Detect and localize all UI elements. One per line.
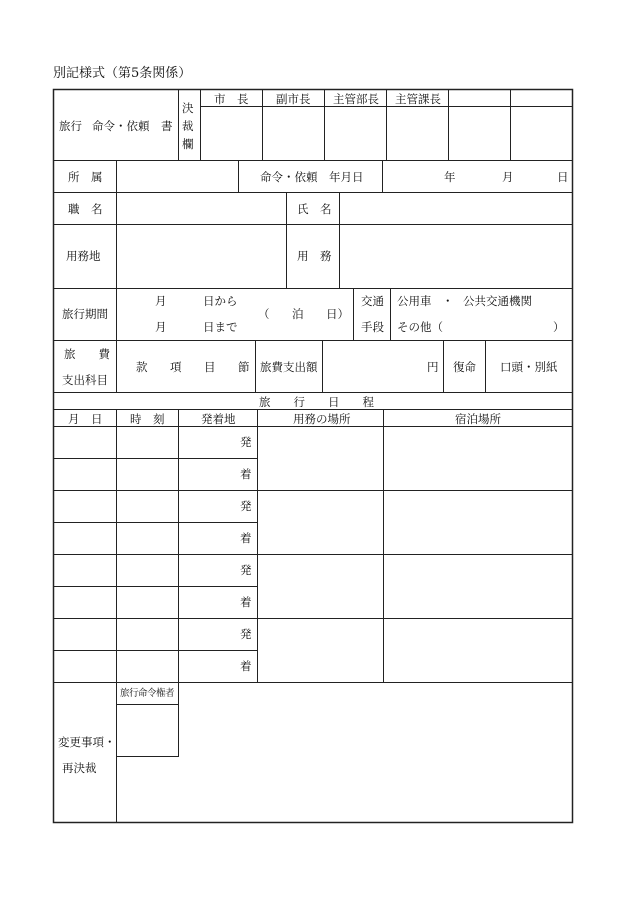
form-title: 別記様式（第5条関係） <box>53 66 192 81</box>
budget-setsu: 節 <box>238 360 250 374</box>
itinerary-col-place: 発着地 <box>201 412 236 426</box>
change-notes-field[interactable] <box>179 683 572 822</box>
itinerary-row-1-depart: 発 <box>240 435 252 449</box>
transport-other-close: ） <box>553 320 565 334</box>
transport-label-2: 手段 <box>361 320 384 334</box>
name-field[interactable] <box>340 193 572 224</box>
form-name-document: 書 <box>161 119 173 133</box>
destination-label: 用務地 <box>66 249 101 263</box>
transport-option-official-car[interactable]: 公用車 <box>397 294 432 308</box>
kessai-label-1: 決 <box>182 101 194 115</box>
itinerary-row-4-depart: 発 <box>240 627 252 641</box>
period-nights-label: 泊 <box>292 307 304 321</box>
affiliation-field[interactable] <box>117 161 238 192</box>
itinerary-col-business-place: 用務の場所 <box>293 412 351 426</box>
expense-amount-field[interactable] <box>323 341 419 392</box>
return-report-method[interactable]: 口頭・別紙 <box>500 360 558 374</box>
approval-stamp-cell-deputy-mayor[interactable] <box>263 107 324 160</box>
travel-authority-stamp-cell[interactable] <box>117 705 178 756</box>
period-days-close: 日） <box>326 307 349 321</box>
itinerary-row-1-arrive: 着 <box>240 467 252 481</box>
affiliation-label: 所 属 <box>68 170 103 184</box>
order-date-day: 日 <box>557 170 569 184</box>
itinerary-row-3-depart: 発 <box>240 563 252 577</box>
transport-option-other[interactable]: その他（ <box>397 320 443 334</box>
approval-stamp-cell-section-chief[interactable] <box>387 107 448 160</box>
form-name-order: 命令・依頼 <box>92 119 150 133</box>
budget-moku: 目 <box>204 360 216 374</box>
period-label: 旅行期間 <box>62 307 108 321</box>
approval-stamp-cell-blank-1[interactable] <box>449 107 510 160</box>
approver-deputy-mayor: 副市長 <box>276 92 311 106</box>
return-report-label: 復命 <box>453 360 476 374</box>
budget-kou: 項 <box>170 360 182 374</box>
itinerary-row-2-depart: 発 <box>240 499 252 513</box>
approval-stamp-cell-blank-2[interactable] <box>511 107 572 160</box>
rank-label: 職 名 <box>68 202 103 216</box>
destination-field[interactable] <box>117 225 286 288</box>
period-to-day: 日まで <box>203 320 238 334</box>
kessai-label-2: 裁 <box>182 119 194 133</box>
transport-label-1: 交通 <box>361 294 384 308</box>
kessai-label-3: 欄 <box>182 137 194 151</box>
travel-authority-label: 旅行命令権者 <box>120 688 175 699</box>
approver-section-chief: 主管課長 <box>395 92 441 106</box>
rank-field[interactable] <box>117 193 286 224</box>
change-label-2: 再決裁 <box>62 761 97 775</box>
transport-option-public-transit[interactable]: 公共交通機関 <box>463 294 532 308</box>
period-from-month: 月 <box>155 294 167 308</box>
expense-amount-label: 旅費支出額 <box>260 360 318 374</box>
order-date-month: 月 <box>502 170 514 184</box>
itinerary-col-date: 月 日 <box>68 412 103 426</box>
itinerary-row-3-arrive: 着 <box>240 595 252 609</box>
period-to-month: 月 <box>155 320 167 334</box>
itinerary-title: 旅 行 日 程 <box>259 395 374 409</box>
itinerary-col-lodging: 宿泊場所 <box>455 412 501 426</box>
itinerary-col-time: 時 刻 <box>130 412 165 426</box>
expense-yen: 円 <box>427 360 439 374</box>
period-from-day: 日から <box>203 294 238 308</box>
business-label: 用 務 <box>297 249 332 263</box>
business-field[interactable] <box>340 225 572 288</box>
itinerary-row-4-arrive: 着 <box>240 659 252 673</box>
expense-label-1: 旅 費 <box>64 347 110 361</box>
approver-mayor: 市 長 <box>214 92 249 106</box>
transport-option-separator: ・ <box>442 294 454 308</box>
period-nights-open: （ <box>258 307 270 321</box>
budget-kan: 款 <box>136 360 148 374</box>
expense-label-2: 支出科目 <box>62 373 108 387</box>
approval-stamp-cell-dept-director[interactable] <box>325 107 386 160</box>
form-name-travel: 旅行 <box>59 119 82 133</box>
approval-stamp-cell-mayor[interactable] <box>201 107 262 160</box>
change-label-1: 変更事項・ <box>58 735 116 749</box>
order-date-year: 年 <box>444 170 456 184</box>
approver-dept-director: 主管部長 <box>333 92 379 106</box>
order-date-label: 命令・依頼 年月日 <box>260 170 364 184</box>
name-label: 氏 名 <box>297 202 332 216</box>
itinerary-row-2-arrive: 着 <box>240 531 252 545</box>
